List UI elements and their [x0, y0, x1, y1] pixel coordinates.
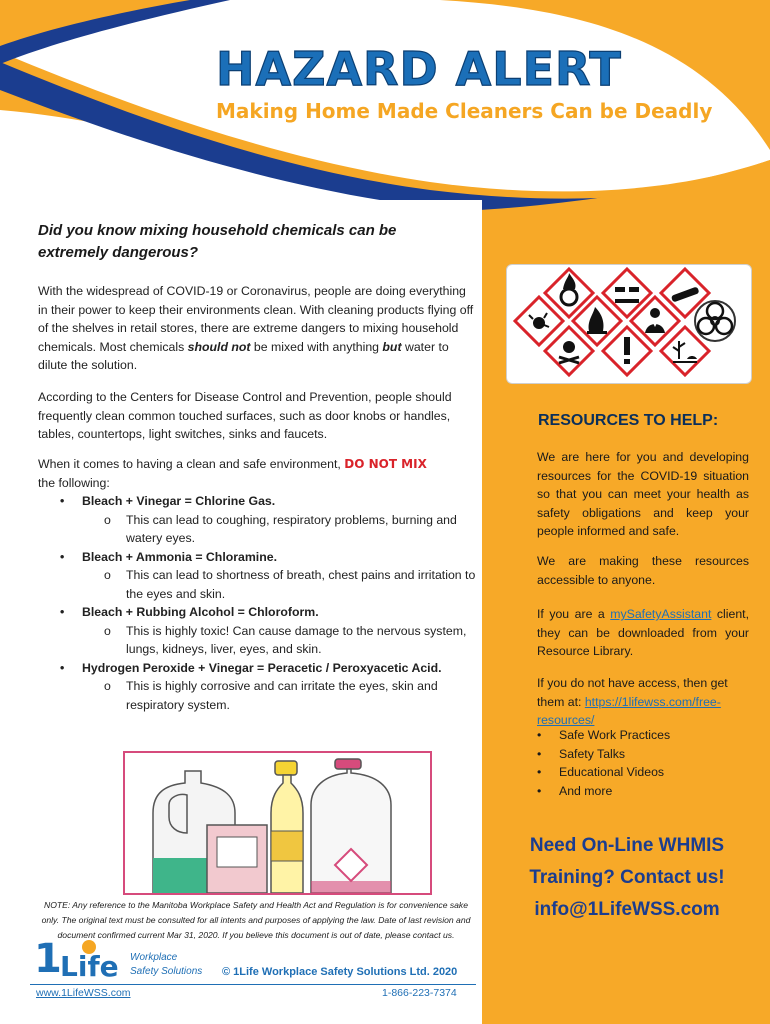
- list-sub-item: o This is highly corrosive and can irritate the eyes, skin and respiratory system.: [104, 679, 438, 712]
- do-not-mix-warning: DO NOT MIX: [344, 457, 427, 471]
- list-item: • Safety Talks: [537, 746, 626, 761]
- biohazard-icon: [695, 301, 735, 341]
- list-item: • Safe Work Practices: [537, 728, 671, 742]
- mysafetyassistant-link[interactable]: mySafetyAssistant: [610, 607, 712, 621]
- list-sub-item: o This can lead to shortness of breath, chest pains and irritation to the eyes and skin.: [104, 568, 476, 601]
- cdc-paragraph: According to the Centers for Disease Control and Prevention, people should frequently clean common touched surfaces, such as door knobs or handles, tables, countertops, light switches, sinks and faucets.: [38, 390, 452, 441]
- contact-email[interactable]: info@1LifeWSS.com: [534, 899, 720, 920]
- resources-paragraph-3: If you are a mySafetyAssistant client, they can be downloaded from your Resource Library.: [537, 607, 750, 658]
- do-not-mix-paragraph: When it comes to having a clean and safe environment, DO NOT MIX the following:: [38, 457, 427, 490]
- company-logo: 1 Life Workplace Safety Solutions: [34, 936, 203, 983]
- page-title: HAZARD ALERT: [216, 42, 622, 96]
- resources-paragraph-2: We are making these resources accessible to anyone.: [537, 554, 749, 587]
- legal-note: NOTE: Any reference to the Manitoba Workplace Safety and Health Act and Regulation is for convenience sake only. The original text must be consulted for all intents and purposes of applying the law. Date of last revision and document confirmed current Mar 31, 2020. If you believe this document is out of date, please contact us.: [41, 900, 471, 940]
- whmis-call-to-action: Need On-Line WHMIS Training? Contact us! info@1LifeWSS.com: [512, 830, 742, 926]
- cleaning-bottles-image: [123, 751, 432, 895]
- page-subtitle: Making Home Made Cleaners Can be Deadly: [216, 99, 713, 123]
- website-link[interactable]: www.1LifeWSS.com: [36, 987, 131, 999]
- list-item: • Bleach + Rubbing Alcohol = Chloroform.: [60, 605, 319, 619]
- copyright: © 1Life Workplace Safety Solutions Ltd. 2020: [222, 966, 458, 978]
- resources-paragraph-4: If you do not have access, then get them at: https://1lifewss.com/free-resources/: [537, 676, 728, 727]
- list-item: • And more: [537, 783, 613, 798]
- resources-heading: RESOURCES TO HELP:: [538, 412, 719, 429]
- list-sub-item: o This can lead to coughing, respiratory problems, burning and watery eyes.: [104, 512, 457, 545]
- footer-divider: [30, 984, 476, 985]
- list-item: • Hydrogen Peroxide + Vinegar = Peracetic / Peroxyacetic Acid.: [60, 660, 442, 675]
- resources-list: [537, 726, 749, 800]
- ghs-pictograms: [506, 264, 752, 384]
- list-item: • Bleach + Vinegar = Chlorine Gas.: [60, 494, 276, 508]
- list-item: • Bleach + Ammonia = Chloramine.: [60, 549, 277, 564]
- list-sub-item: o This is highly toxic! Can cause damage to the nervous system, lungs, kidneys, liver, eyes, and skin.: [104, 623, 467, 656]
- lead-question: Did you know mixing household chemicals can be extremely dangerous?: [38, 222, 397, 261]
- intro-paragraph: With the widespread of COVID-19 or Coronavirus, people are doing everything in their power to keep their environments clean. With cleaning products flying off of the shelves in retail stores, there are extreme dangers to mixing household chemicals. Most chemicals should not be mixed with anything but water to dilute the solution.: [38, 284, 474, 372]
- list-item: • Educational Videos: [537, 765, 665, 779]
- phone-number: 1-866-223-7374: [382, 987, 457, 999]
- free-resources-link[interactable]: https://1lifewss.com/free-resources/: [537, 694, 721, 727]
- mixture-list: [38, 492, 478, 714]
- resources-paragraph-1: We are here for you and developing resources for the COVID-19 situation so that you can meet your health as safety obligations and keep your people informed and safe.: [537, 450, 749, 538]
